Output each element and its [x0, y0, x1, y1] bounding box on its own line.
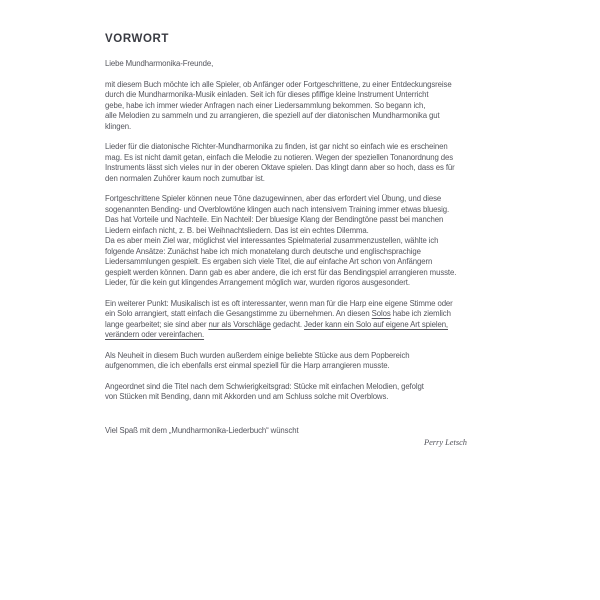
text-segment: gedacht. — [270, 319, 305, 329]
page-content — [105, 33, 497, 449]
text-line: Liebe Mundharmonika-Freunde, — [105, 59, 214, 68]
text-line: Als Neuheit in diesem Buch wurden außerdem einige beliebte Stücke aus dem Popbereich — [105, 350, 410, 360]
text-line: Lieder für die diatonische Richter-Mundharmonika zu finden, ist gar nicht so einfach wie es erscheinen — [105, 142, 448, 151]
paragraph — [105, 194, 497, 289]
text-line: Liedersammlungen gespielt. Es ergaben sich viele Titel, die auf einfache Art schon von Anfängern — [105, 257, 433, 266]
author-signature: Perry Letsch — [423, 438, 467, 447]
paragraph — [105, 351, 497, 372]
text-line — [105, 309, 497, 320]
text-line: mag. Es ist nicht damit getan, einfach die Melodie zu notieren. Wegen der speziellen Tonanordnung des — [105, 152, 454, 162]
text-segment: habe ich ziemlich — [390, 309, 451, 318]
text-line — [105, 320, 497, 331]
underlined-text: Solos — [371, 309, 391, 318]
text-line: Das hat Vorteile und Nachteile. Ein Nachteil: Der bluesige Klang der Bendingtöne passt bei manchen — [105, 215, 444, 224]
text-line: von Stücken mit Bending, dann mit Akkorden und am Schluss solche mit Overblows. — [105, 392, 389, 401]
paragraph — [105, 142, 497, 184]
text-line: alle Melodien zu sammeln und zu arrangieren, die speziell auf der diatonischen Mundharmonika gut — [105, 111, 440, 120]
text-line: gespielt werden können. Dann gab es aber andere, die ich erst für das Bendingspiel arrangieren musste. — [105, 267, 457, 277]
paragraphs — [105, 59, 497, 403]
paragraph — [105, 299, 497, 341]
text-segment: ein Solo arrangiert, statt einfach die Gesangstimme zu übernehmen. An diesen — [105, 309, 372, 318]
underlined-text: nur als Vorschläge — [208, 319, 271, 329]
text-line: Ein weiterer Punkt: Musikalisch ist es oft interessanter, wenn man für die Harp eine eigene Stimme oder — [105, 298, 453, 308]
text-line: Fortgeschrittene Spieler können neue Töne dazugewinnen, aber das erfordert viel Übung, und diese — [105, 194, 442, 203]
paragraph — [105, 382, 497, 403]
text-line: folgende Ansätze: Zunächst habe ich mich monatelang durch deutsche und englischsprachige — [105, 246, 421, 256]
text-line: Da es aber mein Ziel war, möglichst viel interessantes Spielmaterial zusammenzustellen, wählte ich — [105, 236, 439, 245]
text-line: sogenannten Bending- und Overblowtöne klingen auch nach intensivem Training immer etwas bluesig. — [105, 204, 450, 214]
underlined-text: Jeder kann ein Solo auf eigene Art spielen, — [304, 319, 448, 329]
text-line: Liedern einfach nicht, z. B. bei Weihnachtsliedern. Das ist ein echtes Dilemma. — [105, 225, 369, 235]
text-line: Instruments lässt sich vieles nur in der oberen Oktave spielen. Das klingt dann aber so hoch, dass es für — [105, 163, 455, 172]
paragraph — [105, 59, 497, 70]
closing-line: Viel Spaß mit dem „Mundharmonika-Liederbuch“ wünscht — [105, 425, 299, 435]
text-line: durch die Mundharmonika-Musik einladen. Seit ich für dieses pfiffige kleine Instrument Unterricht — [105, 90, 429, 99]
text-line: gebe, habe ich immer wieder Anfragen nach einer Liedersammlung bekommen. So begann ich, — [105, 100, 426, 110]
paragraph — [105, 80, 497, 133]
text-line: Lieder, für die kein gut klingendes Arrangement möglich war, wurden rigoros ausgesondert. — [105, 278, 410, 287]
text-line: mit diesem Buch möchte ich alle Spieler, ob Anfänger oder Fortgeschrittene, zu einer Entdeckungsreise — [105, 79, 452, 89]
underlined-text: verändern oder vereinfachen. — [105, 330, 205, 339]
text-line: klingen. — [105, 121, 132, 131]
text-line: aufgenommen, die ich ebenfalls erst einmal speziell für die Harp arrangieren musste. — [105, 361, 390, 370]
text-line: den normalen Zuhörer kaum noch zumutbar ist. — [105, 173, 265, 183]
text-line: Angeordnet sind die Titel nach dem Schwierigkeitsgrad: Stücke mit einfachen Melodien, gefolgt — [105, 381, 424, 391]
text-segment: lange gearbeitet; sie sind aber — [105, 319, 209, 329]
page-title: VORWORT — [105, 33, 170, 45]
text-line — [105, 330, 497, 341]
